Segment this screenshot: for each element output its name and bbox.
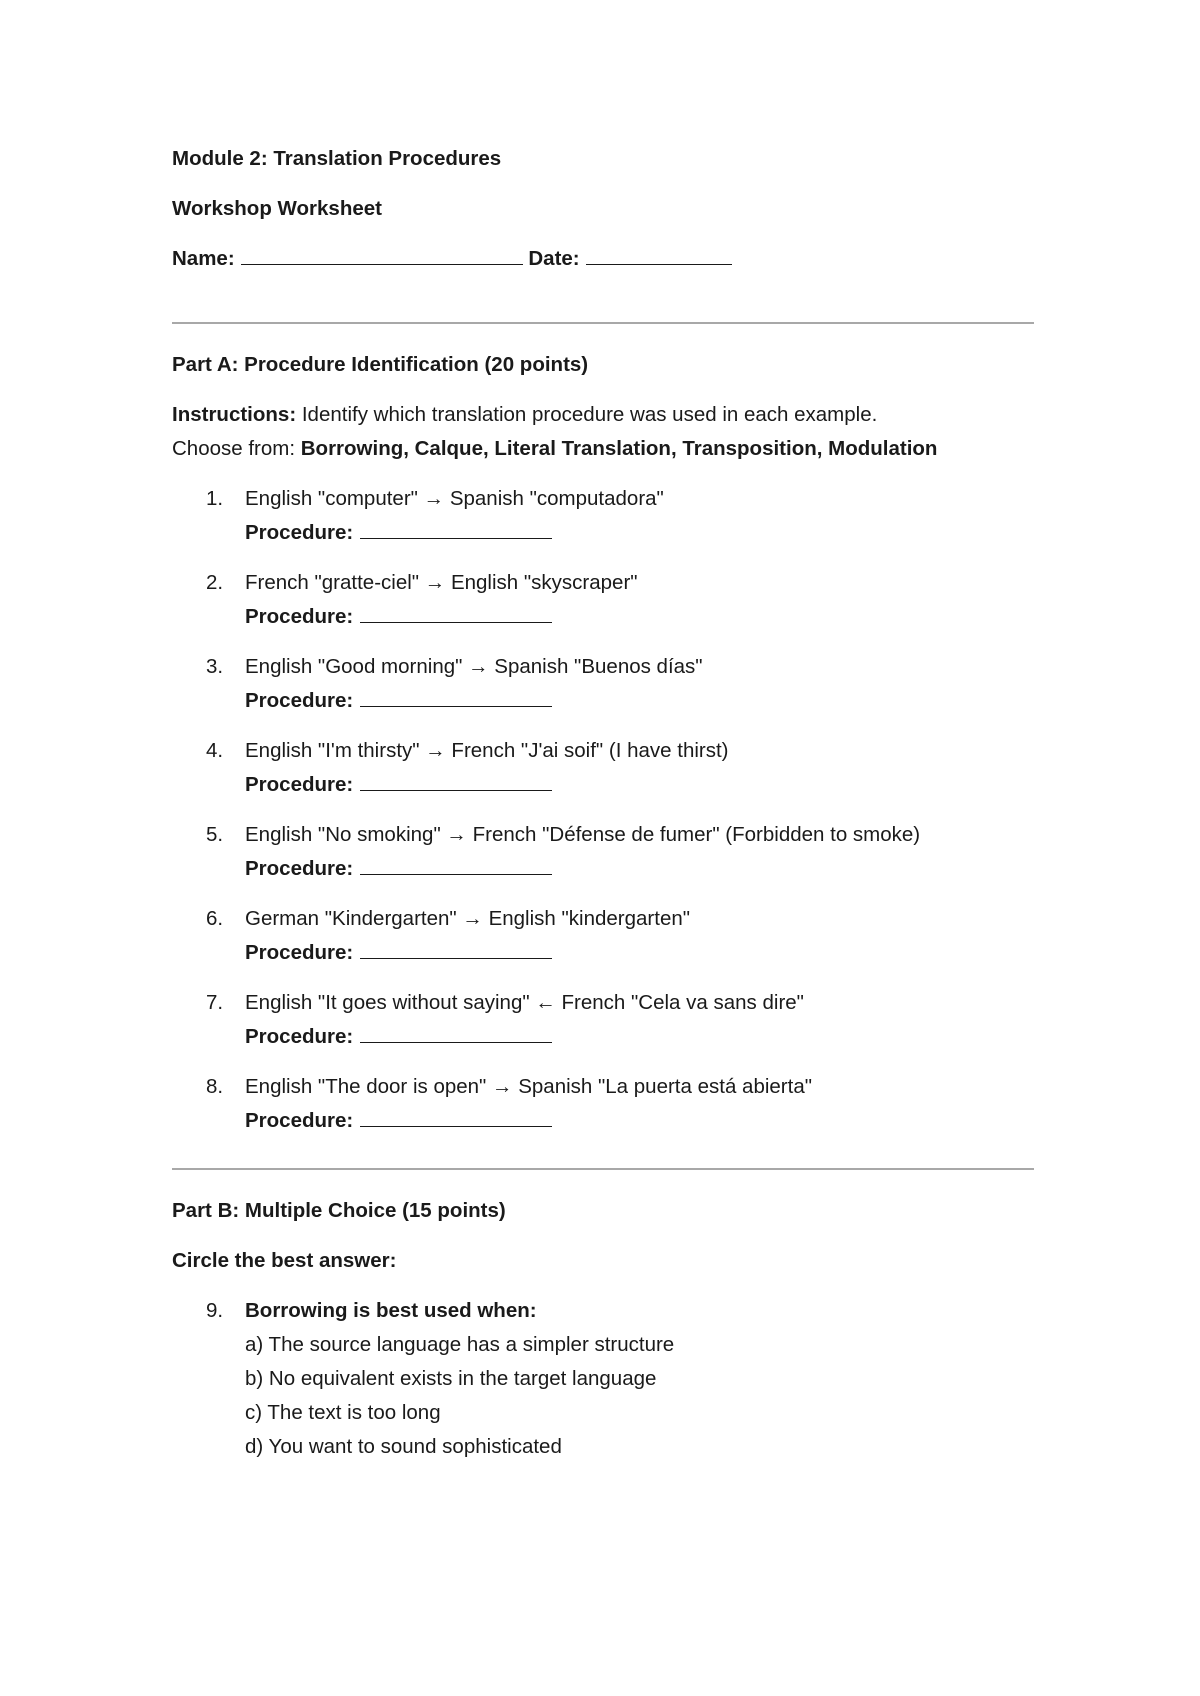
list-item: [172, 482, 1035, 550]
procedure-label: Procedure:: [245, 521, 354, 544]
procedure-blank[interactable]: [360, 852, 552, 875]
part-a-heading: Part A: Procedure Identification (20 points): [172, 353, 589, 376]
instructions-label: Instructions:: [172, 403, 297, 426]
part-a-instructions: [172, 398, 1035, 466]
item-number: 5.: [206, 823, 224, 846]
question-text: Borrowing is best used when:: [245, 1299, 537, 1322]
instructions-text: Identify which translation procedure was used in each example.: [296, 403, 878, 426]
item-number: 6.: [206, 907, 224, 930]
name-date-line: [172, 242, 1035, 276]
procedure-blank[interactable]: [360, 768, 552, 791]
procedure-label: Procedure:: [245, 1109, 354, 1132]
list-item: [172, 1070, 1035, 1138]
procedure-items-list: [172, 482, 1035, 1138]
procedure-label: Procedure:: [245, 605, 354, 628]
list-item: [172, 902, 1035, 970]
procedure-label: Procedure:: [245, 689, 354, 712]
item-text: German "Kindergarten" → English "kindergarten": [245, 907, 691, 930]
multiple-choice-list: [172, 1294, 1035, 1464]
item-text: French "gratte-ciel" → English "skyscraper": [245, 571, 638, 594]
choose-label: Choose from:: [172, 437, 301, 460]
procedure-label: Procedure:: [245, 1025, 354, 1048]
answer-option-c[interactable]: c) The text is too long: [245, 1401, 441, 1424]
item-number: 1.: [206, 487, 224, 510]
list-item: [172, 566, 1035, 634]
list-item: [172, 818, 1035, 886]
item-number: 4.: [206, 739, 224, 762]
procedure-label: Procedure:: [245, 941, 354, 964]
date-blank[interactable]: [586, 242, 732, 265]
item-text: English "The door is open" → Spanish "La puerta está abierta": [245, 1075, 813, 1098]
item-number: 2.: [206, 571, 224, 594]
item-text: English "Good morning" → Spanish "Buenos días": [245, 655, 703, 678]
procedure-blank[interactable]: [360, 516, 552, 539]
worksheet-subtitle: Workshop Worksheet: [172, 197, 382, 220]
list-item: [172, 734, 1035, 802]
procedure-blank[interactable]: [360, 936, 552, 959]
choose-options: Borrowing, Calque, Literal Translation, Transposition, Modulation: [300, 437, 938, 460]
procedure-label: Procedure:: [245, 857, 354, 880]
section-divider: [172, 322, 1034, 324]
question-number: 9.: [206, 1299, 224, 1322]
procedure-blank[interactable]: [360, 600, 552, 623]
answer-option-a[interactable]: a) The source language has a simpler structure: [245, 1333, 675, 1356]
mc-question: [172, 1294, 1035, 1464]
item-text: English "It goes without saying" ← French "Cela va sans dire": [245, 991, 804, 1014]
procedure-blank[interactable]: [360, 1104, 552, 1127]
item-text: English "computer" → Spanish "computadora": [245, 487, 664, 510]
date-label: Date:: [528, 247, 580, 270]
procedure-blank[interactable]: [360, 684, 552, 707]
part-b-heading: Part B: Multiple Choice (15 points): [172, 1199, 506, 1222]
list-item: [172, 986, 1035, 1054]
procedure-blank[interactable]: [360, 1020, 552, 1043]
part-b-instruction: Circle the best answer:: [172, 1249, 397, 1272]
item-text: English "No smoking" → French "Défense de fumer" (Forbidden to smoke): [245, 823, 921, 846]
list-item: [172, 650, 1035, 718]
answer-option-b[interactable]: b) No equivalent exists in the target language: [245, 1367, 657, 1390]
answer-option-d[interactable]: d) You want to sound sophisticated: [245, 1435, 562, 1458]
item-number: 7.: [206, 991, 224, 1014]
name-blank[interactable]: [241, 242, 523, 265]
item-number: 3.: [206, 655, 224, 678]
item-number: 8.: [206, 1075, 224, 1098]
section-divider: [172, 1168, 1034, 1170]
name-label: Name:: [172, 247, 235, 270]
procedure-label: Procedure:: [245, 773, 354, 796]
worksheet-title: Module 2: Translation Procedures: [172, 147, 502, 170]
item-text: English "I'm thirsty" → French "J'ai soif" (I have thirst): [245, 739, 729, 762]
